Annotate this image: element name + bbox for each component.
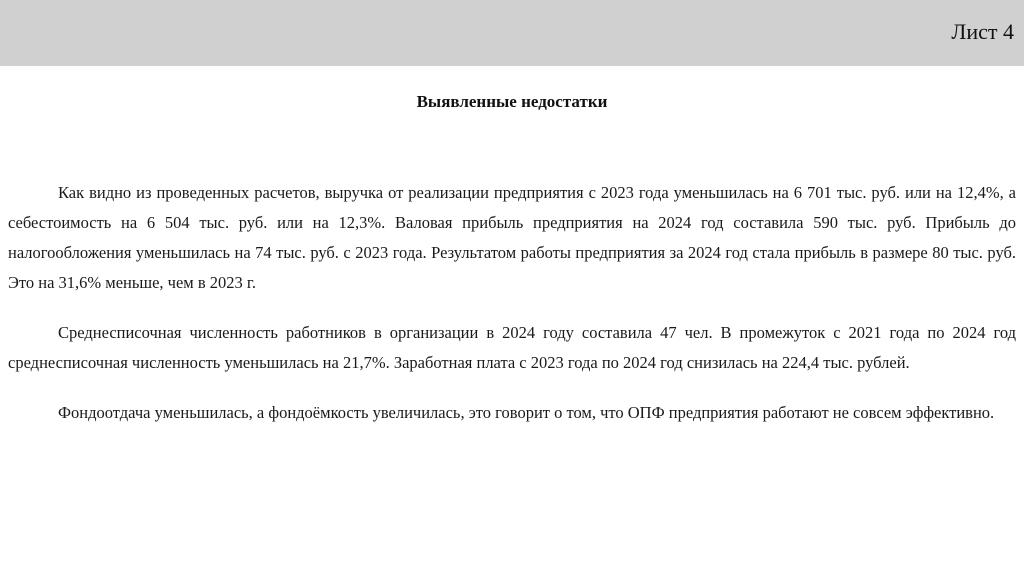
page-title: Выявленные недостатки [416,92,608,111]
paragraph-staff: Среднесписочная численность работников в организации в 2024 году составила 47 чел. В промежуток с 2021 года по 2024 год среднесписочная численность уменьшилась на 21,7%. Заработная плата с 2023 года по 2024 год снизилась на 224,4 тыс. рублей. [8,323,1016,372]
sheet-label: Лист 4 [951,19,1014,44]
header-bar [0,0,1024,66]
paragraph-revenue: Как видно из проведенных расчетов, выручка от реализации предприятия с 2023 года уменьшилась на 6 701 тыс. руб. или на 12,4%, а себестоимость на 6 504 тыс. руб. или на 12,3%. Валовая прибыль предприятия на 2024 год составила 590 тыс. руб. Прибыль до налогообложения уменьшилась на 74 тыс. руб. с 2023 года. Результатом работы предприятия за 2024 год стала прибыль в размере 80 тыс. руб. Это на 31,6% меньше, чем в 2023 г. [8,183,1016,292]
paragraph-assets: Фондоотдача уменьшилась, а фондоёмкость увеличилась, это говорит о том, что ОПФ предприятия работают не совсем эффективно. [58,403,995,422]
document-body [8,178,1016,448]
